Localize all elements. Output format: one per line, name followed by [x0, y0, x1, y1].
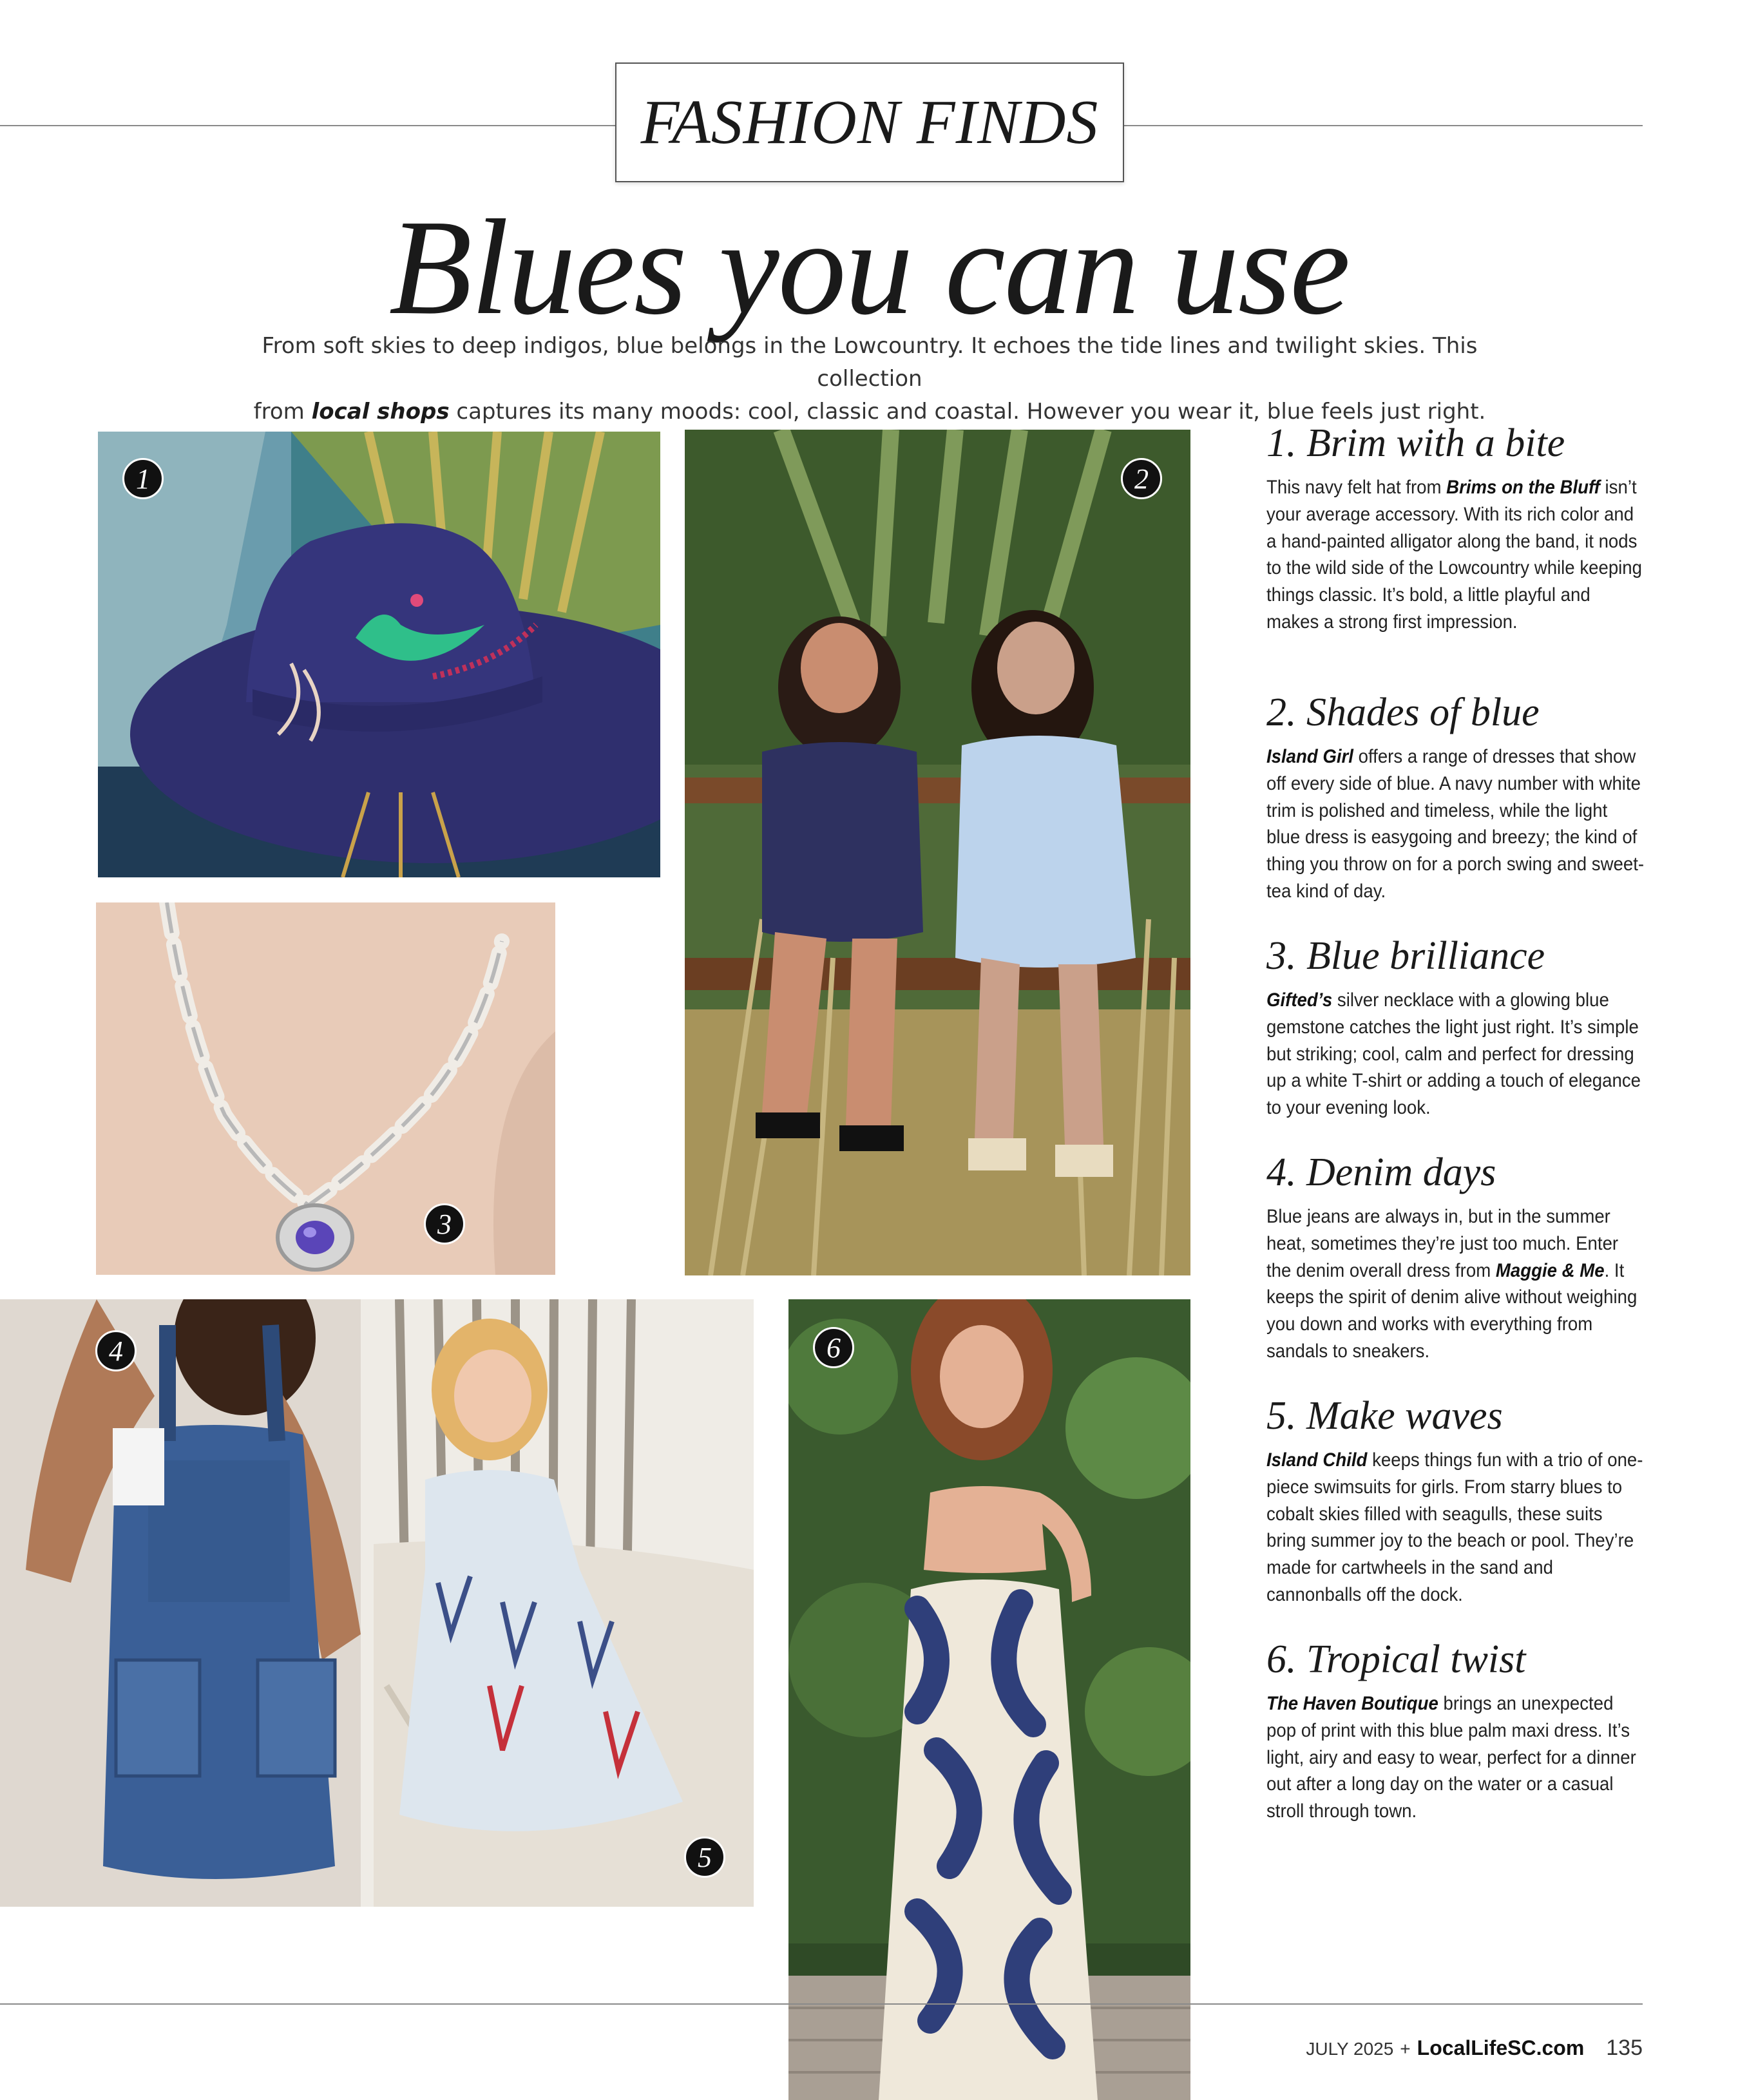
- section-label-box: [615, 62, 1124, 182]
- intro-paragraph: [206, 330, 1533, 428]
- item-4: [1266, 1149, 1647, 1365]
- item-1-shop-name: Brims on the Bluff: [1446, 477, 1600, 498]
- header-rule-right: [1124, 125, 1643, 126]
- footer-date: JULY 2025: [1306, 2039, 1394, 2059]
- item-3: [1266, 933, 1647, 1122]
- item-5-text-post: keeps things fun with a trio of one-piece swimsuits for girls. From starry blues to cobalt skies filled with seagulls, these suits bring summer joy to the beach or pool. They’re made for cartwheels in the sand and cannonballs off the dock.: [1266, 1449, 1643, 1605]
- photo-badge-5: 5: [684, 1837, 725, 1878]
- item-5-body: [1266, 1447, 1646, 1608]
- photo-denim-and-beach: [0, 1299, 754, 1907]
- item-2: [1266, 689, 1647, 905]
- item-5-shop-name: Island Child: [1266, 1449, 1368, 1471]
- item-6-shop-name: The Haven Boutique: [1266, 1693, 1438, 1714]
- photo-badge-6: 6: [813, 1327, 854, 1368]
- item-4-text-pre: Blue jeans are always in, but in the summer heat, sometimes they’re just too much. Enter the denim overall dress from: [1266, 1206, 1619, 1281]
- item-1-text-post: isn’t your average accessory. With its rich color and a hand-painted alligator along the band, it nods to the wild side of the Lowcountry while keeping things classic. It’s bold, a little playful and makes a strong first impression.: [1266, 477, 1643, 633]
- item-3-text-post: silver necklace with a glowing blue gemstone catches the light just right. It’s simple but striking; cool, calm and perfect for dressing up a white T-shirt or adding a touch of elegance to your evening look.: [1266, 989, 1641, 1119]
- item-1-text-pre: This navy felt hat from: [1266, 477, 1447, 498]
- item-3-title: 3. Blue brilliance: [1266, 934, 1545, 978]
- item-1-title: 1. Brim with a bite: [1266, 421, 1565, 465]
- item-6: [1266, 1636, 1647, 1825]
- photo-two-girls: [685, 430, 1190, 1275]
- item-6-text-post: brings an unexpected pop of print with this blue palm maxi dress. It’s light, airy and easy to wear, perfect for a dinner out after a long day on the water or a casual stroll through town.: [1266, 1693, 1636, 1822]
- intro-line-2-suffix: captures its many moods: cool, classic and coastal. However you wear it, blue feels just right.: [449, 399, 1486, 425]
- footer-page-number: 135: [1606, 2036, 1643, 2060]
- footer-separator: +: [1400, 2039, 1411, 2059]
- item-4-title: 4. Denim days: [1266, 1150, 1496, 1194]
- item-6-body: [1266, 1690, 1646, 1825]
- item-6-title: 6. Tropical twist: [1266, 1637, 1526, 1681]
- item-2-body: [1266, 743, 1646, 905]
- section-label: FASHION FINDS: [640, 88, 1099, 157]
- footer-rule: [0, 2003, 1643, 2005]
- photo-badge-1: 1: [122, 458, 164, 499]
- photo-palm-dress: [788, 1299, 1190, 2100]
- page-headline: Blues you can use: [388, 191, 1350, 343]
- item-2-title: 2. Shades of blue: [1266, 691, 1540, 734]
- item-3-shop-name: Gifted’s: [1266, 989, 1333, 1011]
- item-4-body: [1266, 1203, 1646, 1365]
- item-4-shop-name: Maggie & Me: [1495, 1259, 1605, 1281]
- item-5: [1266, 1393, 1647, 1608]
- photo-badge-4: 4: [95, 1330, 137, 1371]
- footer-site[interactable]: LocalLifeSC.com: [1417, 2036, 1585, 2059]
- intro-line-2-prefix: from: [253, 399, 312, 425]
- item-1: [1266, 420, 1647, 636]
- photo-badge-3: 3: [424, 1203, 465, 1245]
- header-rule-left: [0, 125, 615, 126]
- item-2-text-post: offers a range of dresses that show off every side of blue. A navy number with white trim is polished and timeless, while the light blue dress is easygoing and breezy; the kind of thing you throw on for a porch swing and sweet-tea kind of day.: [1266, 746, 1645, 902]
- intro-local-shops: local shops: [311, 399, 450, 425]
- item-2-shop-name: Island Girl: [1266, 746, 1353, 767]
- item-5-title: 5. Make waves: [1266, 1394, 1503, 1438]
- photo-badge-2: 2: [1121, 458, 1162, 499]
- intro-line-1: From soft skies to deep indigos, blue belongs in the Lowcountry. It echoes the tide lines and twilight skies. This collection: [262, 333, 1478, 392]
- item-1-body: [1266, 474, 1646, 636]
- photo-hat: [98, 432, 660, 877]
- item-4-text-post: . It keeps the spirit of denim alive without weighing you down and works with everything from sandals to sneakers.: [1266, 1259, 1638, 1362]
- page-footer: [1306, 2036, 1643, 2061]
- item-3-body: [1266, 987, 1646, 1122]
- photo-necklace: [96, 902, 555, 1275]
